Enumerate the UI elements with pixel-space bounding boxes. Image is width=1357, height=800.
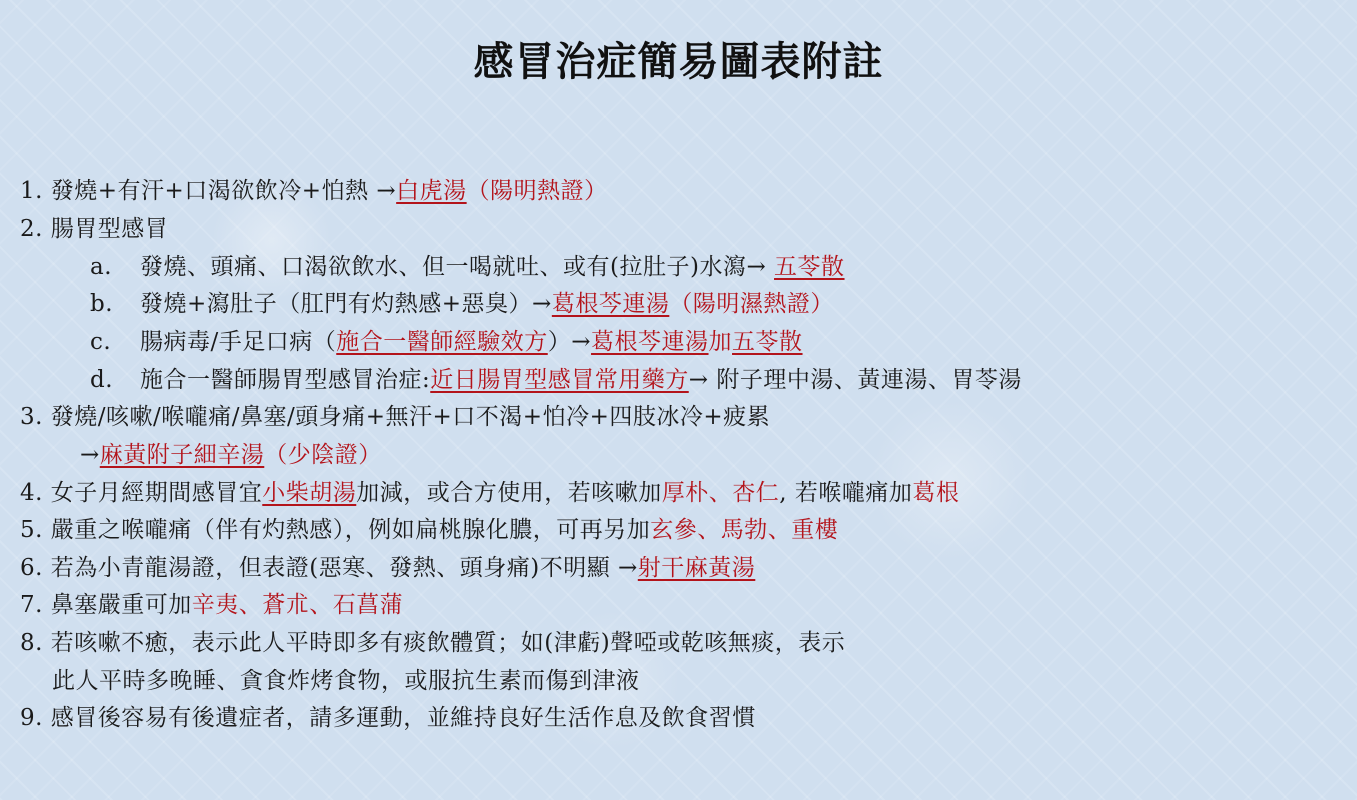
note-text: 9. 感冒後容易有後遺症者，請多運動，並維持良好生活作息及飲食習慣 [20, 705, 756, 731]
note-item-4 [20, 478, 959, 508]
herb-highlight: 葛根 [912, 480, 960, 506]
note-text: , 若喉嚨痛加 [779, 480, 913, 506]
formula-highlight: 近日腸胃型感冒常用藥方 [430, 367, 689, 393]
note-item-2a [90, 252, 845, 282]
note-item-2b [90, 289, 834, 319]
note-text: 7. 鼻塞嚴重可加 [20, 592, 192, 618]
note-item-5 [20, 515, 838, 545]
note-item-8-cont [52, 666, 640, 696]
note-text: 發燒+瀉肚子（肛門有灼熱感+惡臭）→ [140, 291, 552, 317]
formula-highlight: 五苓散 [732, 329, 803, 355]
note-text: 發燒、頭痛、口渴欲飲水、但一喝就吐、或有(拉肚子)水瀉→ [140, 254, 775, 280]
note-item-2c [90, 327, 803, 357]
herb-highlight: 厚朴、杏仁 [661, 480, 780, 506]
note-item-2d [90, 365, 1022, 395]
formula-highlight: 葛根芩連湯 [591, 329, 709, 355]
sub-item-letter: b. [90, 291, 114, 317]
formula-highlight: 五苓散 [774, 254, 845, 280]
note-item-8 [20, 628, 845, 658]
note-text: 2. 腸胃型感冒 [20, 216, 169, 242]
sub-item-letter: c. [90, 329, 112, 355]
note-item-9 [20, 703, 756, 733]
note-text: → [80, 442, 100, 468]
page-title: 感冒治症簡易圖表附註 [473, 38, 884, 85]
note-text: 4. 女子月經期間感冒宜 [20, 480, 263, 506]
formula-highlight: 施合一醫師經驗效方 [336, 329, 548, 355]
formula-highlight: 白虎湯 [396, 178, 467, 204]
formula-highlight: 射干麻黃湯 [637, 555, 756, 581]
note-text: 腸病毒/手足口病（ [140, 329, 337, 355]
note-item-6 [20, 553, 755, 583]
formula-highlight: 小柴胡湯 [262, 480, 357, 506]
herb-highlight: （陽明濕熱證） [669, 291, 834, 317]
sub-item-letter: d. [90, 367, 114, 393]
note-item-1 [20, 176, 608, 206]
note-item-3 [20, 402, 770, 432]
herb-highlight: （陽明熱證） [466, 178, 608, 204]
note-text: ）→ [547, 329, 592, 355]
note-text: → 附子理中湯、黃連湯、胃苓湯 [688, 367, 1022, 393]
note-text: 此人平時多晚睡、貪食炸烤食物，或服抗生素而傷到津液 [52, 668, 640, 694]
formula-highlight: 葛根芩連湯 [551, 291, 670, 317]
note-text: 5. 嚴重之喉嚨痛（伴有灼熱感），例如扁桃腺化膿，可再另加 [20, 517, 651, 543]
note-item-3-cont [80, 440, 382, 470]
sub-item-letter: a. [90, 254, 113, 280]
herb-highlight: 加 [708, 329, 733, 355]
note-text: 加減，或合方使用，若咳嗽加 [356, 480, 662, 506]
note-text: 6. 若為小青龍湯證，但表證(惡寒、發熱、頭身痛)不明顯 → [20, 555, 638, 581]
note-text: 施合一醫師腸胃型感冒治症: [140, 367, 431, 393]
note-text: 8. 若咳嗽不癒，表示此人平時即多有痰飲體質；如(津虧)聲啞或乾咳無痰，表示 [20, 630, 846, 656]
note-text: 1. 發燒+有汗+口渴欲飲冷+怕熱 → [20, 178, 397, 204]
herb-highlight: 玄參、馬勃、重樓 [650, 517, 839, 543]
formula-highlight: 麻黃附子細辛湯 [99, 442, 265, 468]
note-item-2 [20, 214, 168, 244]
herb-highlight: （少陰證） [264, 442, 382, 468]
note-text: 3. 發燒/咳嗽/喉嚨痛/鼻塞/頭身痛+無汗+口不渴+怕冷+四肢冰冷+疲累 [20, 404, 771, 430]
note-item-7 [20, 590, 403, 620]
herb-highlight: 辛夷、蒼朮、石菖蒲 [191, 592, 404, 618]
